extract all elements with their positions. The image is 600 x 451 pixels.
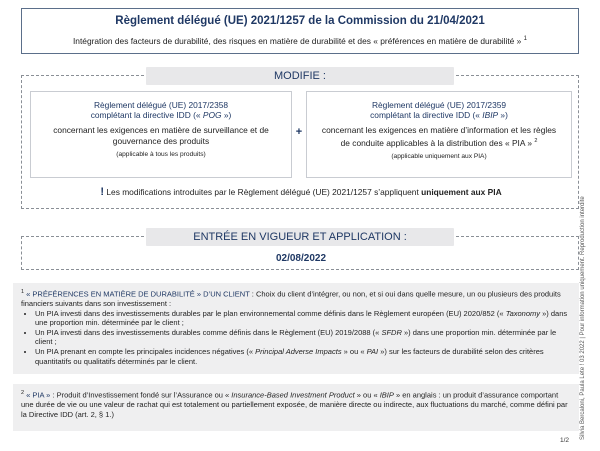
side-note: Silvia Bercaloni, Paula Lete ! 03 2022 | Pour information uniquement. Reproduction interdite (580, 196, 586, 440)
modification-notice: ! Les modifications introduites par le Règlement délégué (UE) 2021/1257 s’appliquent uniquement aux PIA (100, 186, 502, 198)
regulation-card-pog (30, 91, 292, 178)
footnote-1-intro: $^1$ « PRÉFÉRENCES EN MATIÈRE DE DURABILITÉ » D’UN CLIENT : Choix du client d’intégrer, ou non, et si oui dans quelle mesure, un ou plusieurs des produits financiers suivants dans son investissement : (21, 289, 561, 309)
list-item: • Un PIA investi dans des investissements durables par le plan environnemental comme définis dans le Règlement européen (EU) 2020/852 (« Taxonomy ») dans une proportion min. déterminée par le client ; (35, 309, 571, 328)
entry-date: 02/08/2022 (275, 253, 327, 264)
list-item: • Un PIA investi dans des investissements durables comme définis dans le Règlement (EU) 2019/2088 (« SFDR ») dans une proportion min. déterminée par le client ; (35, 328, 571, 347)
regulation-title: Règlement délégué (UE) 2017/2358 (93, 100, 229, 110)
document-subtitle: Intégration des facteurs de durabilité, des risques en matière de durabilité et des « préférences en matière de durabilité » $^1$ (72, 36, 527, 46)
modifie-section (21, 70, 579, 209)
header-box (21, 8, 579, 54)
regulation-scope-note: (applicable uniquement aux PIA) (391, 152, 487, 160)
document-title: Règlement délégué (UE) 2021/1257 de la Commission du 21/04/2021 (115, 15, 485, 27)
regulation-card-ibip (306, 91, 572, 178)
regulation-subtitle: complétant la directive IDD (« IBIP ») (370, 110, 508, 121)
regulation-description: concernant les exigences en matière d’information et les règles de conduite applicables à la distribution des « PIA » $^2$ (321, 125, 557, 148)
list-item: • Un PIA prenant en compte les principales incidences négatives (« Principal Adverse Impacts » ou « PAI ») sur les facteurs de durabilité selon des critères quantitatifs ou qualitatifs déterminés par le client. (35, 347, 571, 366)
entree-section (21, 231, 579, 270)
regulation-title: Règlement délégué (UE) 2017/2359 (371, 100, 507, 110)
regulation-subtitle: complétant la directive IDD (« POG ») (90, 110, 232, 121)
exclamation-icon: ! (100, 186, 105, 198)
entree-label: ENTRÉE EN VIGUEUR ET APPLICATION : (146, 228, 454, 246)
footnote-1-list (21, 309, 571, 367)
footnote-1 (13, 283, 579, 374)
regulation-scope-note: (applicable à tous les produits) (116, 150, 206, 158)
regulation-description: concernant les exigences en matière de surveillance et de gouvernance des produits (53, 125, 269, 146)
modifie-label: MODIFIE : (146, 67, 454, 85)
footnote-2: $^2$ « PIA » : Produit d’Investissement fondé sur l’Assurance ou « Insurance-Based Investment Product » ou « IBIP » en anglais : un produit d’assurance comportant une durée de vie ou une valeur de rachat qui est totalement ou partiellement exposée, de manière directe ou indirecte, aux fluctuations du marché, comme défini par la Directive IDD (art. 2, § 1.) (13, 384, 579, 431)
page-number: 1/2 (560, 437, 570, 444)
plus-sign: + (295, 126, 303, 138)
